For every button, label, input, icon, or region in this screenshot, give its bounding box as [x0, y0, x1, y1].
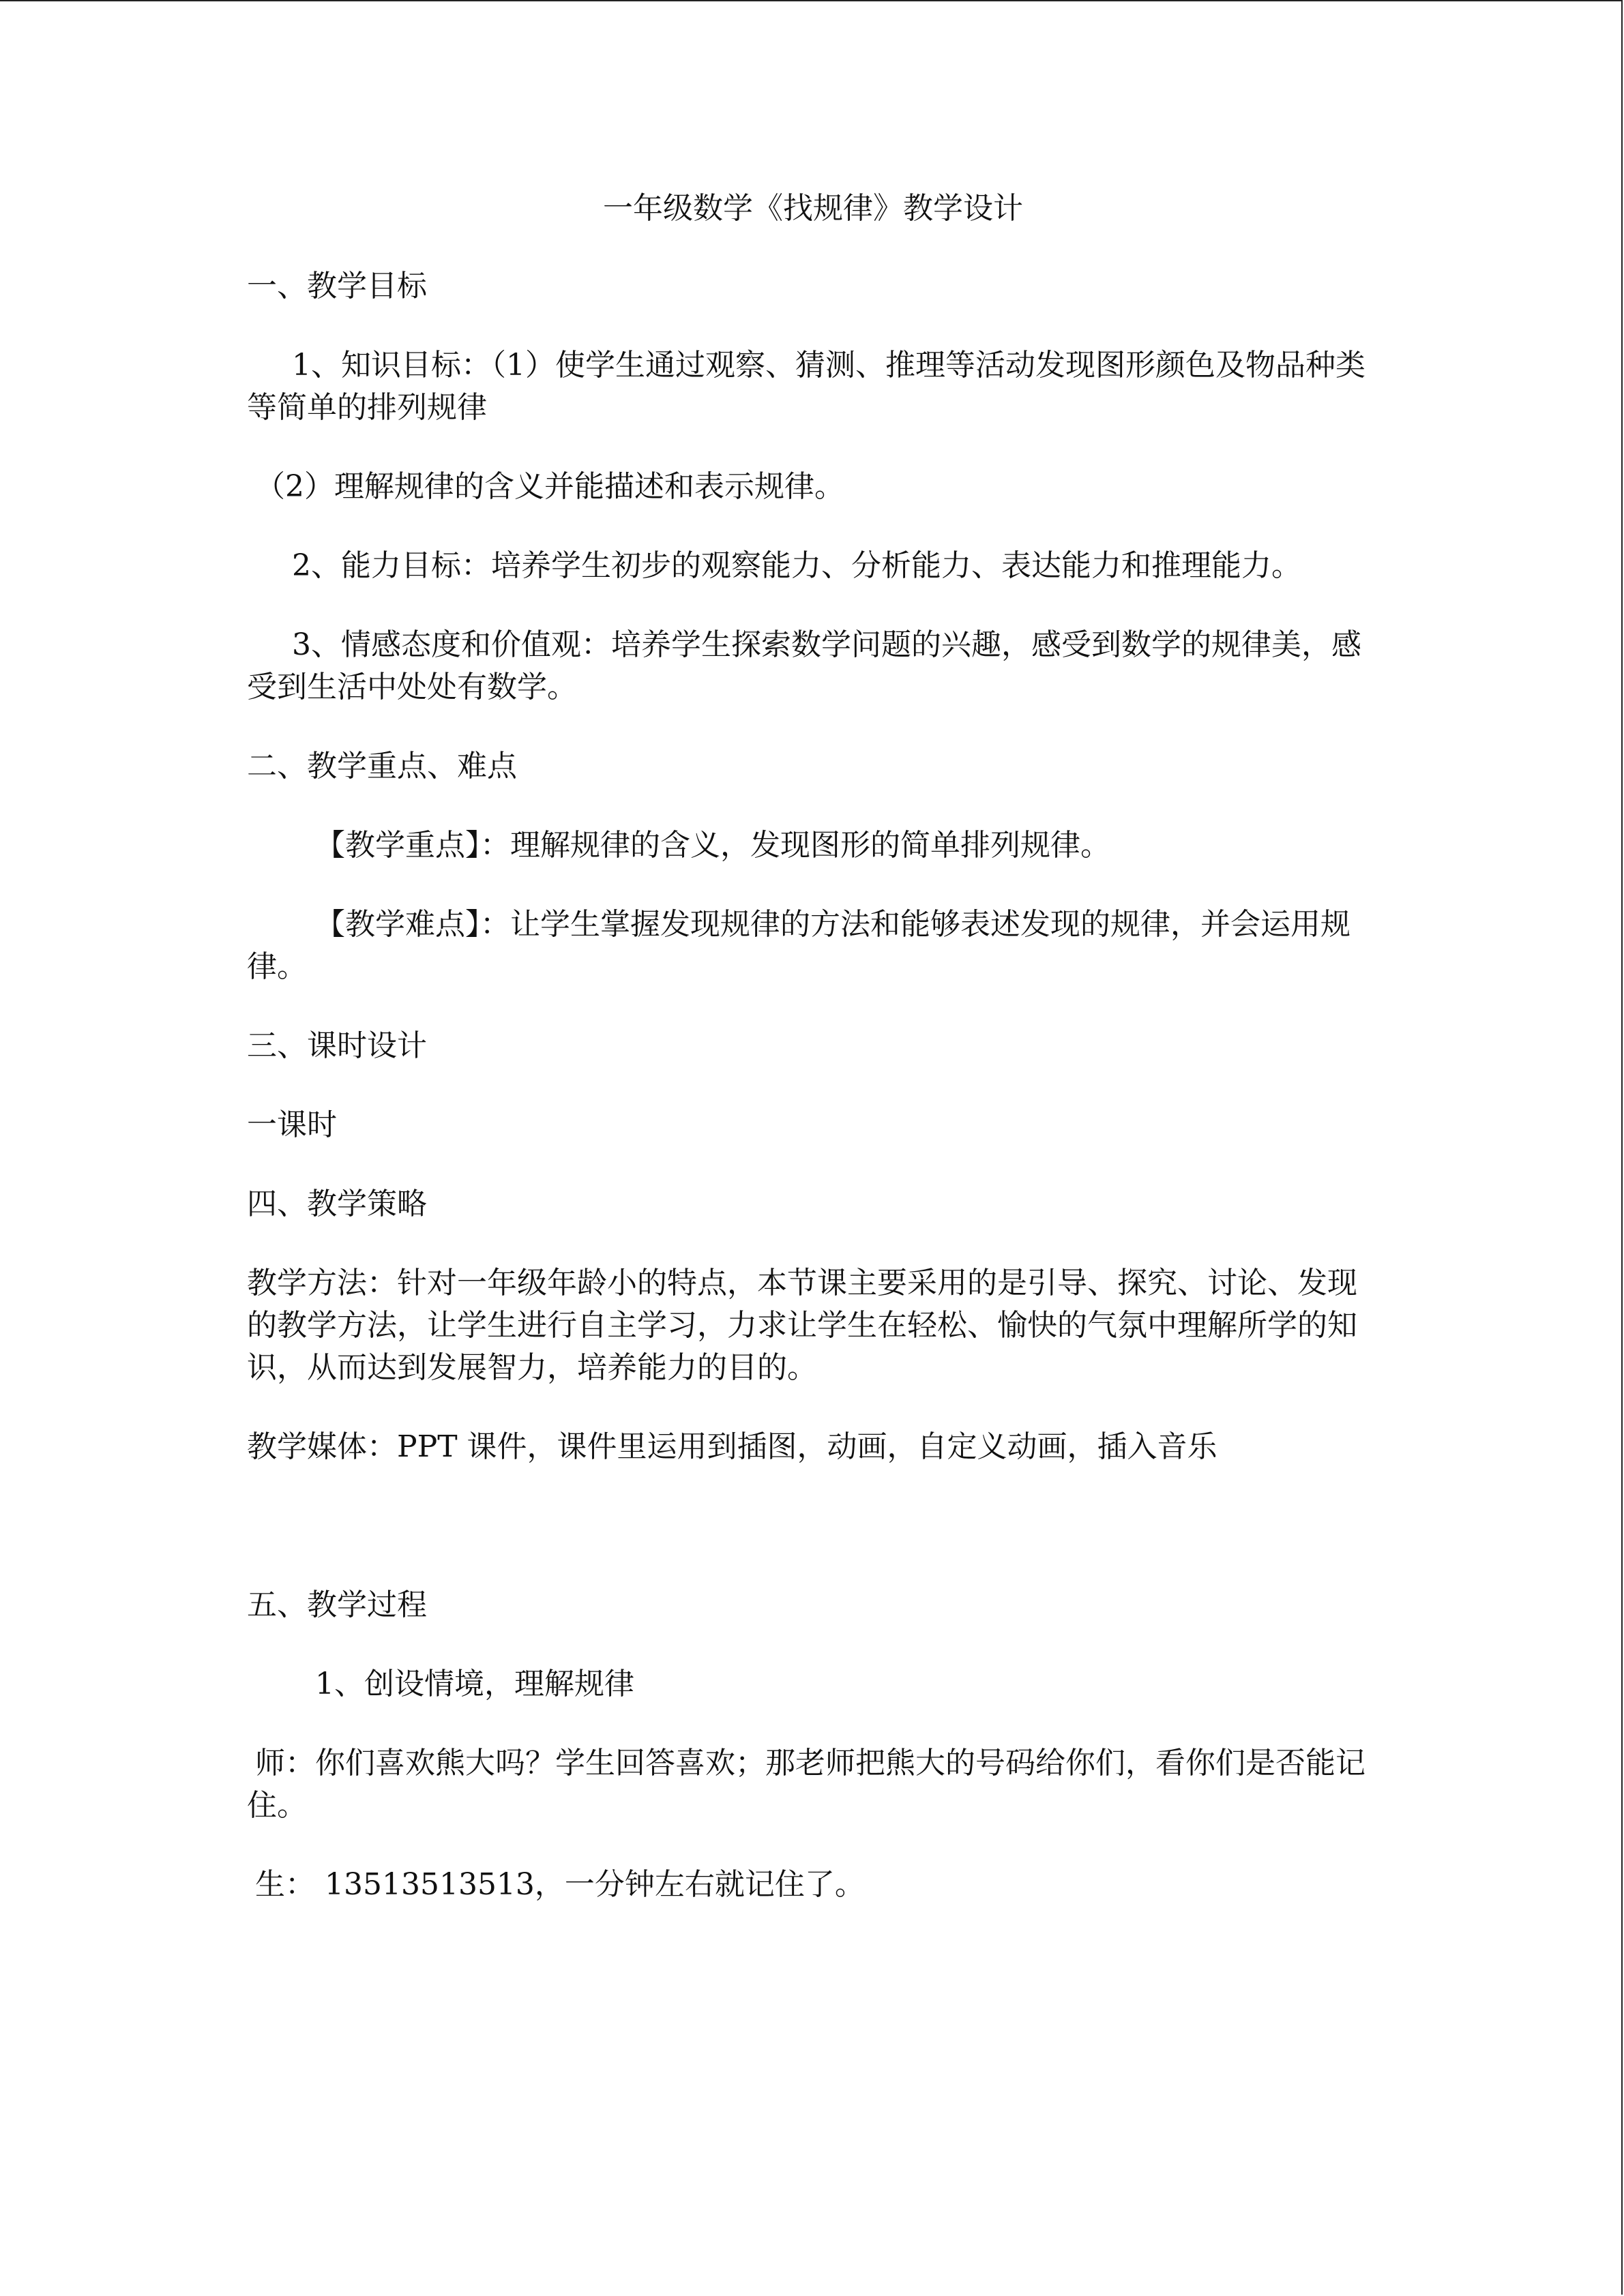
paragraph-teaching-media: 教学媒体：PPT 课件，课件里运用到插图，动画，自定义动画，插入音乐 [247, 1429, 1217, 1464]
document-title: 一年级数学《找规律》教学设计 [603, 191, 1023, 226]
section-heading-key-points: 二、教学重点、难点 [247, 749, 517, 784]
section-heading-strategy: 四、教学策略 [247, 1187, 427, 1221]
paragraph-student-dialogue: 生： 13513513513，一分钟左右就记住了。 [255, 1867, 865, 1902]
paragraph-ability-goal: 2、能力目标：培养学生初步的观察能力、分析能力、表达能力和推理能力。 [292, 548, 1301, 583]
section-heading-process: 五、教学过程 [247, 1587, 427, 1622]
section-heading-lesson-design: 三、课时设计 [247, 1028, 427, 1063]
paragraph-lesson-count: 一课时 [247, 1107, 337, 1142]
paragraph-attitude-goal: 3、情感态度和价值观：培养学生探索数学问题的兴趣，感受到数学的规律美，感受到生活中处处有数学。 [247, 627, 1361, 704]
paragraph-knowledge-goal-2: （2）理解规律的含义并能描述和表示规律。 [255, 469, 844, 504]
paragraph-teaching-method: 教学方法：针对一年级年龄小的特点，本节课主要采用的是引导、探究、讨论、发现的教学方法，让学生进行自主学习，力求让学生在轻松、愉快的气氛中理解所学的知识，从而达到发展智力，培养能力的目的。 [247, 1266, 1357, 1385]
subheading-create-scenario: 1、创设情境，理解规律 [315, 1667, 634, 1701]
paragraph-key-point: 【教学重点】：理解规律的含义，发现图形的简单排列规律。 [315, 828, 1110, 863]
paragraph-knowledge-goal: 1、知识目标：（1）使学生通过观察、猜测、推理等活动发现图形颜色及物品种类等简单的排列规律 [247, 348, 1365, 425]
document-body [247, 188, 1379, 1943]
paragraph-difficult-point: 【教学难点】：让学生掌握发现规律的方法和能够表述发现的规律，并会运用规律。 [247, 907, 1350, 984]
paragraph-teacher-dialogue: 师：你们喜欢熊大吗？学生回答喜欢；那老师把熊大的号码给你们，看你们是否能记住。 [247, 1746, 1365, 1823]
section-heading-objectives: 一、教学目标 [247, 269, 427, 303]
